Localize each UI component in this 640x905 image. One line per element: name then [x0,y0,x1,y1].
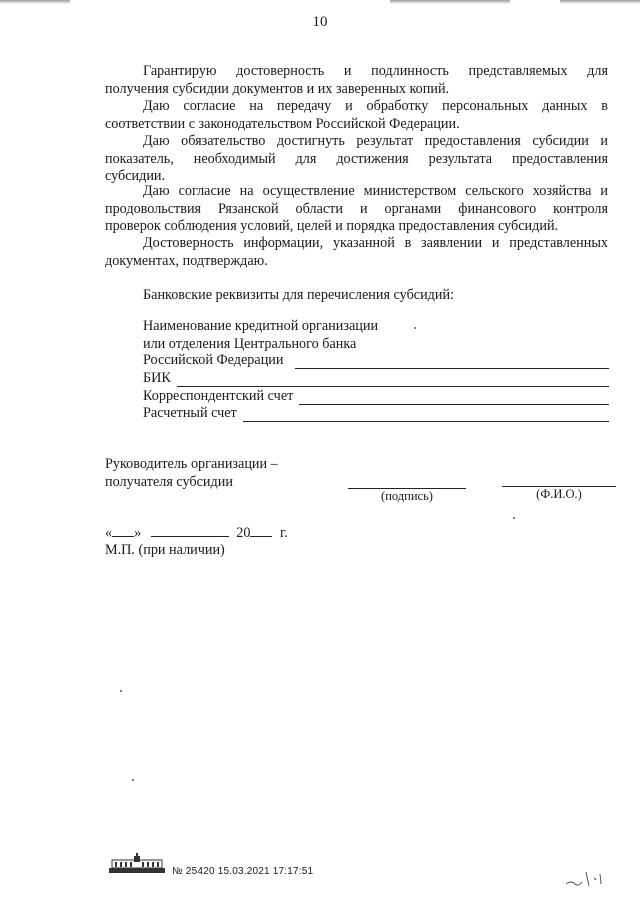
scan-artifact [560,0,640,4]
building-logo-icon [108,852,166,874]
bik-field[interactable] [143,369,609,387]
corr-account-label: Корреспондентский счет [143,388,294,404]
bank-org-label-line3: Российской Федерации [143,352,284,368]
bank-org-label-line1: Наименование кредитной организации [143,318,379,334]
scan-speck [120,690,122,692]
stamp-note: М.П. (при наличии) [105,542,225,558]
bank-org-field[interactable] [143,351,609,369]
paragraph-line: субсидии. [105,168,166,184]
date-close-quote: » [134,525,142,541]
paragraph-guarantee [105,63,608,98]
document-reference: № 25420 15.03.2021 17:17:51 [172,866,314,877]
paragraph-reliability [105,235,608,270]
paragraph-line: Даю согласие на передачу и обработку персональных данных в [143,98,608,114]
paragraph-line: проверок соблюдения условий, целей и порядка предоставления субсидий. [105,218,559,234]
signature-caption: (подпись) [381,489,433,503]
page-number: 10 [312,14,328,30]
scan-speck [132,779,134,781]
paragraph-line: продовольствия Рязанской области и органами финансового контроля [105,200,608,217]
signatory-label-line: Руководитель организации – [105,456,278,472]
scan-speck [414,327,416,329]
corr-account-field[interactable] [143,387,609,405]
paragraph-obligation [105,133,608,186]
paragraph-line: показатель, необходимый для достижения результата предоставления [105,150,608,167]
bik-blank[interactable] [177,373,609,387]
corr-account-blank[interactable] [299,391,609,405]
paragraph-line: соответствии с законодательством Российской Федерации. [105,115,460,132]
signatory-label-line: получателя субсидии [105,473,233,490]
handwritten-mark [562,862,612,892]
bank-org-blank[interactable] [295,355,609,369]
year-suffix: г. [280,525,288,541]
bank-details-title: Банковские реквизиты для перечисления субсидий: [143,287,455,303]
paragraph-line: получения субсидии документов и их заверенных копий. [105,80,450,97]
scan-artifact [390,0,510,4]
signatory-label [105,456,278,491]
paragraph-personal-data [105,98,608,133]
paragraph-line: документах, подтверждаю. [105,252,268,269]
paragraph-line: Даю обязательство достигнуть результат предоставления субсидии и [143,133,608,149]
settlement-account-blank[interactable] [243,408,609,422]
bank-org-label-line2: или отделения Центрального банка [143,336,357,352]
date-row [105,524,288,542]
paragraph-inspection-consent [105,183,608,236]
paragraph-line: Достоверность информации, указанной в заявлении и представленных [143,235,608,251]
date-open-quote: « [105,525,113,541]
year-blank[interactable] [250,524,272,537]
bik-label: БИК [143,370,171,386]
settlement-account-label: Расчетный счет [143,405,237,421]
paragraph-line: Гарантирую достоверность и подлинность представляемых для [143,63,608,79]
scan-artifact [0,0,70,4]
day-blank[interactable] [112,524,134,537]
settlement-account-field[interactable] [143,404,609,422]
paragraph-line: Даю согласие на осуществление министерством сельского хозяйства и [143,183,608,199]
full-name-caption: (Ф.И.О.) [536,487,582,501]
year-prefix: 20 [236,525,251,541]
scan-speck [513,517,515,519]
month-blank[interactable] [151,524,229,537]
